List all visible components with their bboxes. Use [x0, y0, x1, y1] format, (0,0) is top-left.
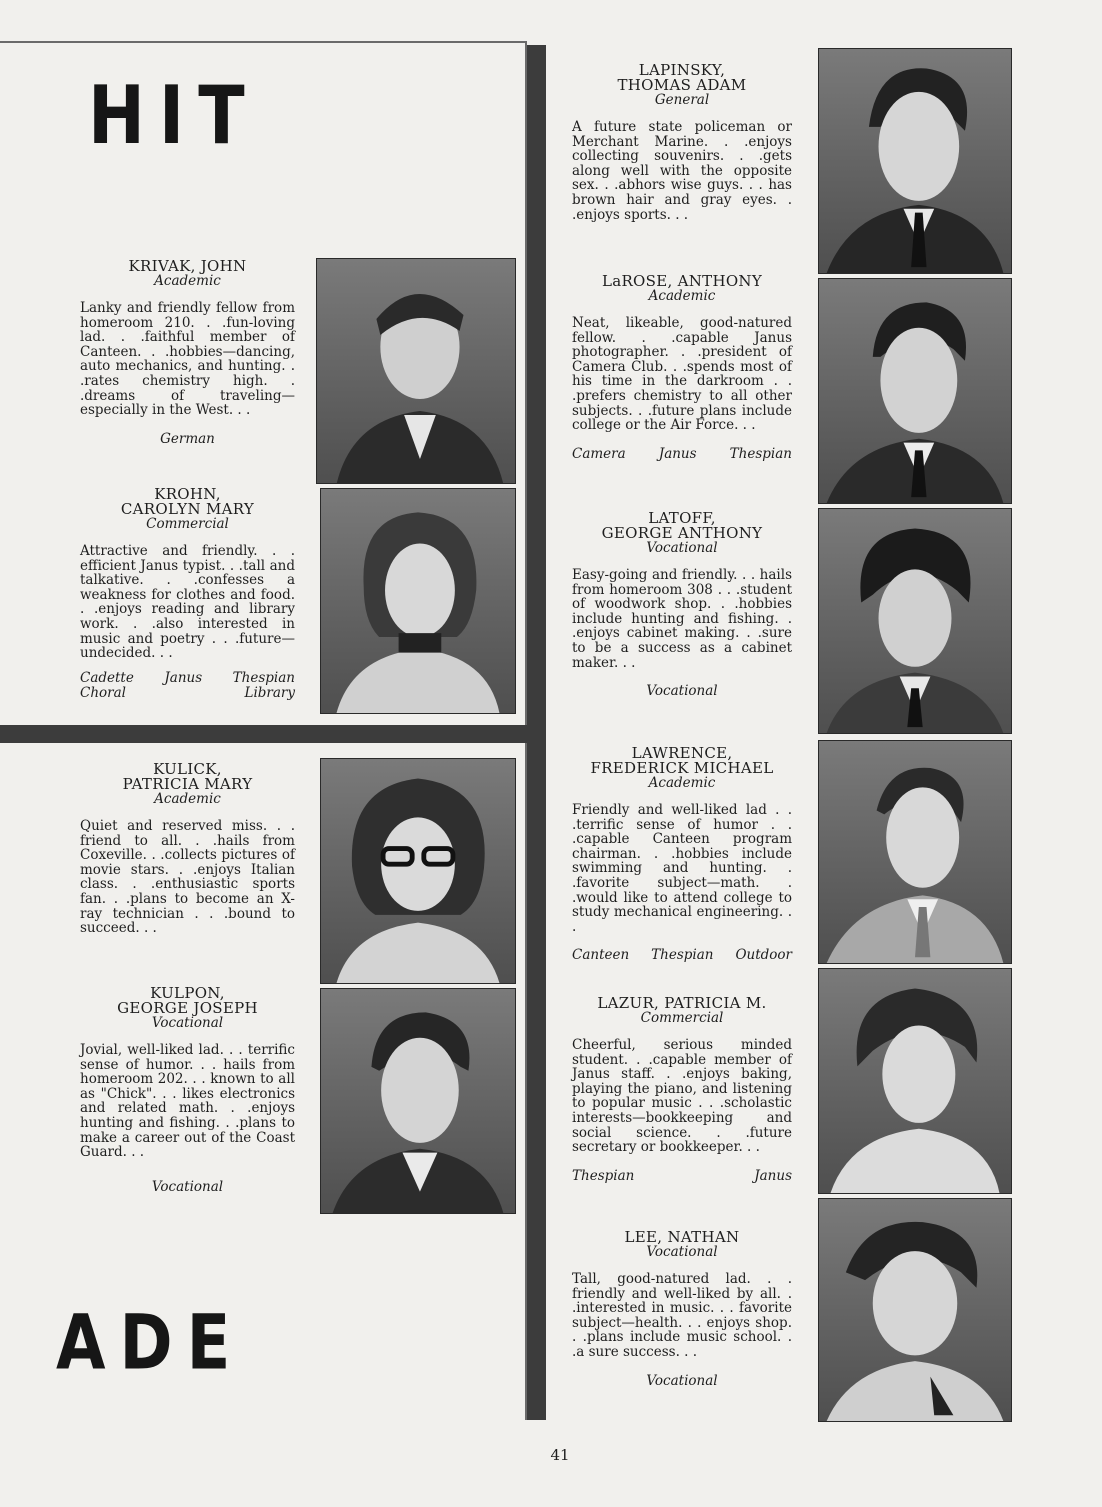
- decorative-headline-bottom: ADE: [56, 1300, 245, 1388]
- entry-krohn: [80, 487, 295, 701]
- activity: Vocational: [646, 1372, 718, 1389]
- student-name: KRIVAK, JOHN: [128, 257, 247, 275]
- activity: Outdoor: [735, 947, 792, 964]
- student-name-line2: FREDERICK MICHAEL: [590, 759, 774, 777]
- student-description: Friendly and well-liked lad . . .terrific sense of humor . . .capable Canteen program chairman. . .hobbies include swimming and hunting. . .favorite subject—math. . .would like to attend college to study mechanical engineering. . .: [572, 802, 792, 935]
- student-description: Tall, good-natured lad. . . friendly and well-liked by all. . .interested in music. . . favorite subject—health. . . enjoys shop. . .plans include music school. . .a sure success. . .: [572, 1271, 792, 1360]
- entry-kulpon: [80, 986, 295, 1194]
- portrait-larose: [818, 278, 1012, 504]
- activity: Canteen: [572, 947, 630, 964]
- portrait-kulpon: [320, 988, 516, 1214]
- portrait-lee: [818, 1198, 1012, 1422]
- activity: Janus: [164, 669, 203, 686]
- portrait-lapinsky: [818, 48, 1012, 274]
- activity: Thespian: [572, 1167, 635, 1184]
- portrait-krohn: [320, 488, 516, 714]
- activity: Janus: [754, 1167, 792, 1184]
- entry-lapinsky: [572, 63, 792, 222]
- portrait-latoff: [818, 508, 1012, 734]
- student-name: LAZUR, PATRICIA M.: [597, 994, 767, 1012]
- left-section-divider-bar: [0, 725, 527, 743]
- page-number: 41: [550, 1446, 570, 1464]
- entry-larose: [572, 274, 792, 461]
- student-name-line2: PATRICIA MARY: [122, 775, 253, 793]
- activity: Vocational: [646, 683, 718, 700]
- student-course: Academic: [154, 791, 221, 807]
- student-course: General: [654, 92, 710, 108]
- student-name-line2: GEORGE ANTHONY: [601, 524, 763, 542]
- activity: Thespian: [651, 947, 714, 964]
- activity: Janus: [658, 445, 697, 462]
- student-name-line2: GEORGE JOSEPH: [117, 999, 258, 1017]
- activity: German: [160, 430, 215, 447]
- student-name-line1: LAPINSKY,: [638, 61, 726, 79]
- student-course: Vocational: [151, 1015, 224, 1031]
- student-description: Jovial, well-liked lad. . . terrific sense of humor. . . hails from homeroom 202. . . known to all as "Chick". . . likes electronics and related math. . .enjoys hunting and fishing. . .plans to make a career out of the Coast Guard. . .: [80, 1042, 295, 1161]
- student-description: Quiet and reserved miss. . . friend to all. . .hails from Coxeville. . .collects pictures of movie stars. . .enjoys Italian class. . .enthusiastic sports fan. . .plans to become an X-ray technician . . .bound to succeed. . .: [80, 818, 295, 937]
- student-course: Academic: [648, 775, 716, 791]
- entry-kulick: [80, 762, 295, 936]
- left-lower-frame-right: [525, 743, 527, 1420]
- student-name: LEE, NATHAN: [624, 1228, 740, 1246]
- entry-lawrence: [572, 746, 792, 963]
- student-name-line1: LAWRENCE,: [631, 744, 733, 762]
- decorative-headline-top: HIT: [88, 70, 259, 164]
- activity: Thespian: [232, 669, 295, 686]
- activity: Camera: [572, 445, 626, 462]
- student-name-line2: CAROLYN MARY: [120, 500, 255, 518]
- entry-krivak: [80, 259, 295, 446]
- student-name: LaROSE, ANTHONY: [601, 272, 763, 290]
- student-course: Academic: [154, 273, 221, 289]
- entry-latoff: [572, 511, 792, 699]
- activity: Library: [244, 684, 295, 701]
- entry-lazur: [572, 996, 792, 1183]
- portrait-krivak: [316, 258, 516, 484]
- portrait-kulick: [320, 758, 516, 984]
- student-name-line1: LATOFF,: [648, 509, 716, 527]
- student-description: Attractive and friendly. . . efficient Janus typist. . .tall and talkative. . .confesses a weakness for clothes and food. . .enjoys reading and library work. . .also interested in music and poetry . . .future—undecided. . .: [80, 543, 295, 662]
- left-upper-frame-right: [525, 41, 527, 725]
- student-description: A future state policeman or Merchant Marine. . .enjoys collecting souvenirs. . .gets along well with the opposite sex. . .abhors wise guys. . . has brown hair and gray eyes. . .enjoys sports. . .: [572, 119, 792, 223]
- top-rule: [0, 41, 527, 43]
- entry-lee: [572, 1230, 792, 1388]
- student-course: Academic: [648, 288, 716, 304]
- activity: Cadette: [80, 669, 134, 686]
- activity: Choral: [80, 684, 126, 701]
- activity: Vocational: [151, 1178, 224, 1195]
- student-name-line2: THOMAS ADAM: [617, 76, 747, 94]
- student-description: Lanky and friendly fellow from homeroom 210. . .fun-loving lad. . .faithful member of Canteen. . .hobbies—dancing, auto mechanics, and hunting. . .rates chemistry high. . .dreams of traveling—especially in the West. . .: [80, 300, 295, 419]
- student-name-line1: KROHN,: [154, 485, 221, 503]
- student-name-line1: KULPON,: [150, 984, 225, 1002]
- student-course: Commercial: [146, 516, 229, 532]
- student-description: Neat, likeable, good-natured fellow. . .capable Janus photographer. . .president of Camera Club. . .spends most of his time in the darkroom . . .prefers chemistry to all other subjects. . .future plans include college or the Air Force. . .: [572, 315, 792, 434]
- activity: Thespian: [729, 445, 792, 462]
- student-course: Vocational: [646, 540, 718, 556]
- student-course: Vocational: [646, 1244, 718, 1260]
- student-course: Commercial: [640, 1010, 724, 1026]
- portrait-lazur: [818, 968, 1012, 1194]
- student-name-line1: KULICK,: [153, 760, 222, 778]
- portrait-lawrence: [818, 740, 1012, 964]
- center-divider-bar: [527, 45, 546, 1420]
- student-description: Cheerful, serious minded student. . .capable member of Janus staff. . .enjoys baking, playing the piano, and listening to popular music . . .scholastic interests—bookkeeping and social science. . .future secretary or bookkeeper. . .: [572, 1037, 792, 1156]
- student-description: Easy-going and friendly. . . hails from homeroom 308 . . .student of woodwork shop. . .hobbies include hunting and fishing. . .enjoys cabinet making. . .sure to be a success as a cabinet maker. . .: [572, 567, 792, 671]
